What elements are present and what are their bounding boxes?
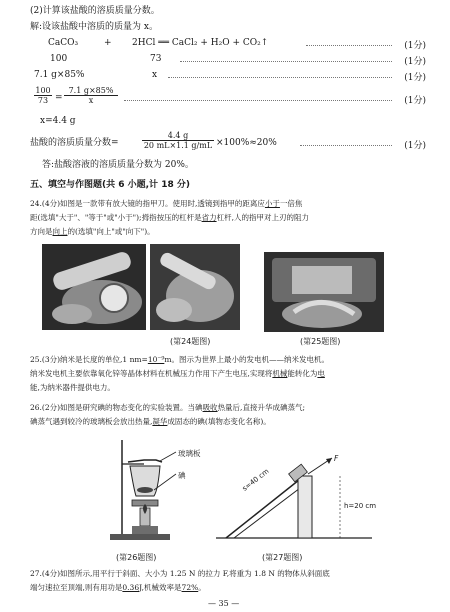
q27-text: 。: [198, 583, 206, 592]
section-heading: 五、填空与作图题(共 6 小题,计 18 分): [30, 180, 190, 190]
nano-generator-photo: [264, 252, 384, 332]
leader-dots: [124, 100, 392, 101]
q25-answer-3: 电: [317, 369, 325, 378]
molar-mass-hcl: 73: [150, 54, 162, 64]
q24-answer-3: 向上: [52, 227, 68, 236]
q26-text: 26.(2分)如图是研究碘的物态变化的实验装置。当碘: [30, 403, 203, 412]
q24-line-2: [30, 212, 309, 223]
q26-text: 碘蒸气遇到较冷的玻璃板会放出热量,: [30, 417, 153, 426]
ratio-right-denominator: x: [64, 95, 118, 105]
result-x: x=4.4 g: [40, 116, 76, 126]
q24-text: 方向是: [30, 227, 53, 236]
ratio-left-denominator: 73: [34, 95, 52, 105]
molar-mass-caco3: 100: [50, 54, 68, 64]
score-3: (1分): [404, 73, 426, 83]
q24-text: 24.(4分)如图是一款带有放大镜的指甲刀。使用时,透镜到指甲的距离应: [30, 199, 265, 208]
label-iodine: 碘: [178, 471, 186, 480]
q25-line-3: 能,为纳米器件提供电力。: [30, 383, 115, 392]
answer-line: 答:盐酸溶液的溶质质量分数为 20%。: [42, 160, 194, 170]
q25-text: 25.(3分)纳米是长度的单位,1 nm=: [30, 355, 148, 364]
label-slope-length: s=40 cm: [240, 467, 271, 493]
q26-text: 热量后,直接升华成碘蒸气;: [217, 403, 305, 412]
leader-dots: [168, 77, 392, 78]
nail-clipper-photo-1: [42, 244, 146, 330]
ratio-right: [64, 86, 118, 105]
fraction-denominator: 20 mL×1.1 g/mL: [143, 141, 213, 150]
equation-plus: +: [104, 38, 112, 48]
nail-clipper-photo-2-image: [150, 244, 240, 330]
concentration-fraction: [142, 131, 214, 150]
fig27-caption: (第27题图): [262, 553, 303, 562]
q24-line-1: [30, 198, 302, 209]
q24-answer-2: 省力: [201, 213, 217, 222]
q24-text: 杠杆,人的指甲对上刃的阻力: [216, 213, 309, 222]
part2-title: (2)计算该盐酸的溶质质量分数。: [30, 6, 160, 16]
leader-dots: [306, 45, 392, 46]
page-number: — 35 —: [208, 599, 240, 608]
label-force: F: [334, 454, 339, 463]
leader-dots: [180, 61, 392, 62]
label-glass-plate: 玻璃板: [178, 449, 201, 458]
q26-line-2: [30, 416, 271, 427]
label-height: h=20 cm: [344, 502, 377, 510]
nail-clipper-photo-2: [150, 244, 240, 330]
q26-line-1: [30, 402, 305, 413]
q25-text: m。图示为世界上最小的发电机——纳米发电机。: [164, 355, 329, 364]
q24-answer-1: 小于: [264, 199, 280, 208]
score-2: (1分): [404, 57, 426, 67]
q25-answer-2: 机械: [272, 369, 288, 378]
q24-text: 一倍焦: [279, 199, 303, 208]
given-x: x: [152, 70, 158, 80]
solve-line: 解:设该盐酸中溶质的质量为 x。: [30, 22, 158, 32]
ratio-left: [34, 86, 52, 105]
q25-answer-1: 10⁻⁹: [147, 355, 165, 364]
q24-text: 距(选填"大于"、"等于"或"小于");拇指按压的杠杆是: [30, 213, 202, 222]
fig25-caption: (第25题图): [300, 337, 341, 346]
ratio-equals: =: [55, 93, 63, 103]
score-4: (1分): [404, 96, 426, 106]
q25-text: 纳米发电机主要依靠氧化锌等晶体材料在机械压力作用下产生电压,实现将: [30, 369, 273, 378]
fraction-label: 盐酸的溶质质量分数=: [30, 138, 119, 148]
fig26-caption: (第26题图): [116, 553, 157, 562]
given-mass: 7.1 g×85%: [34, 70, 85, 80]
q27-line-2: [30, 582, 206, 593]
fraction-tail: ×100%≈20%: [216, 138, 277, 148]
score-1: (1分): [404, 41, 426, 51]
q26-text: 成固态的碘(填物态变化名称)。: [167, 417, 271, 426]
incline-diagram: [212, 446, 382, 546]
equation-left: CaCO₃: [48, 38, 79, 48]
ratio-left-numerator: 100: [35, 86, 51, 95]
q27-line-1: 27.(4分)如图所示,用平行于斜面、大小为 1.25 N 的拉力 F,将重为 1.8 N 的物体从斜面底: [30, 569, 330, 578]
q24-text: 的(选填"向上"或"向下")。: [67, 227, 155, 236]
q27-text: J,机械效率是: [139, 583, 182, 592]
q25-line-1: [30, 354, 329, 365]
q27-answer-2: 72%: [181, 583, 199, 592]
q25-text: 能转化为: [287, 369, 318, 378]
ratio-right-numerator: 7.1 g×85%: [68, 86, 114, 95]
leader-dots: [300, 145, 392, 146]
q25-line-2: [30, 368, 325, 379]
q26-answer-1: 吸收: [202, 403, 218, 412]
fig24-caption: (第24题图): [170, 337, 211, 346]
fraction-numerator: 4.4 g: [167, 131, 189, 140]
q27-answer-1: 0.36: [122, 583, 140, 592]
q27-text: 端匀速拉至顶端,则有用功是: [30, 583, 123, 592]
q26-answer-2: 凝华: [152, 417, 168, 426]
equation-main: 2HCl ══ CaCl₂ + H₂O + CO₂↑: [132, 38, 269, 48]
nano-generator-photo-image: [264, 252, 384, 332]
score-5: (1分): [404, 141, 426, 151]
nail-clipper-photo-1-image: [42, 244, 146, 330]
q24-line-3: [30, 226, 155, 237]
